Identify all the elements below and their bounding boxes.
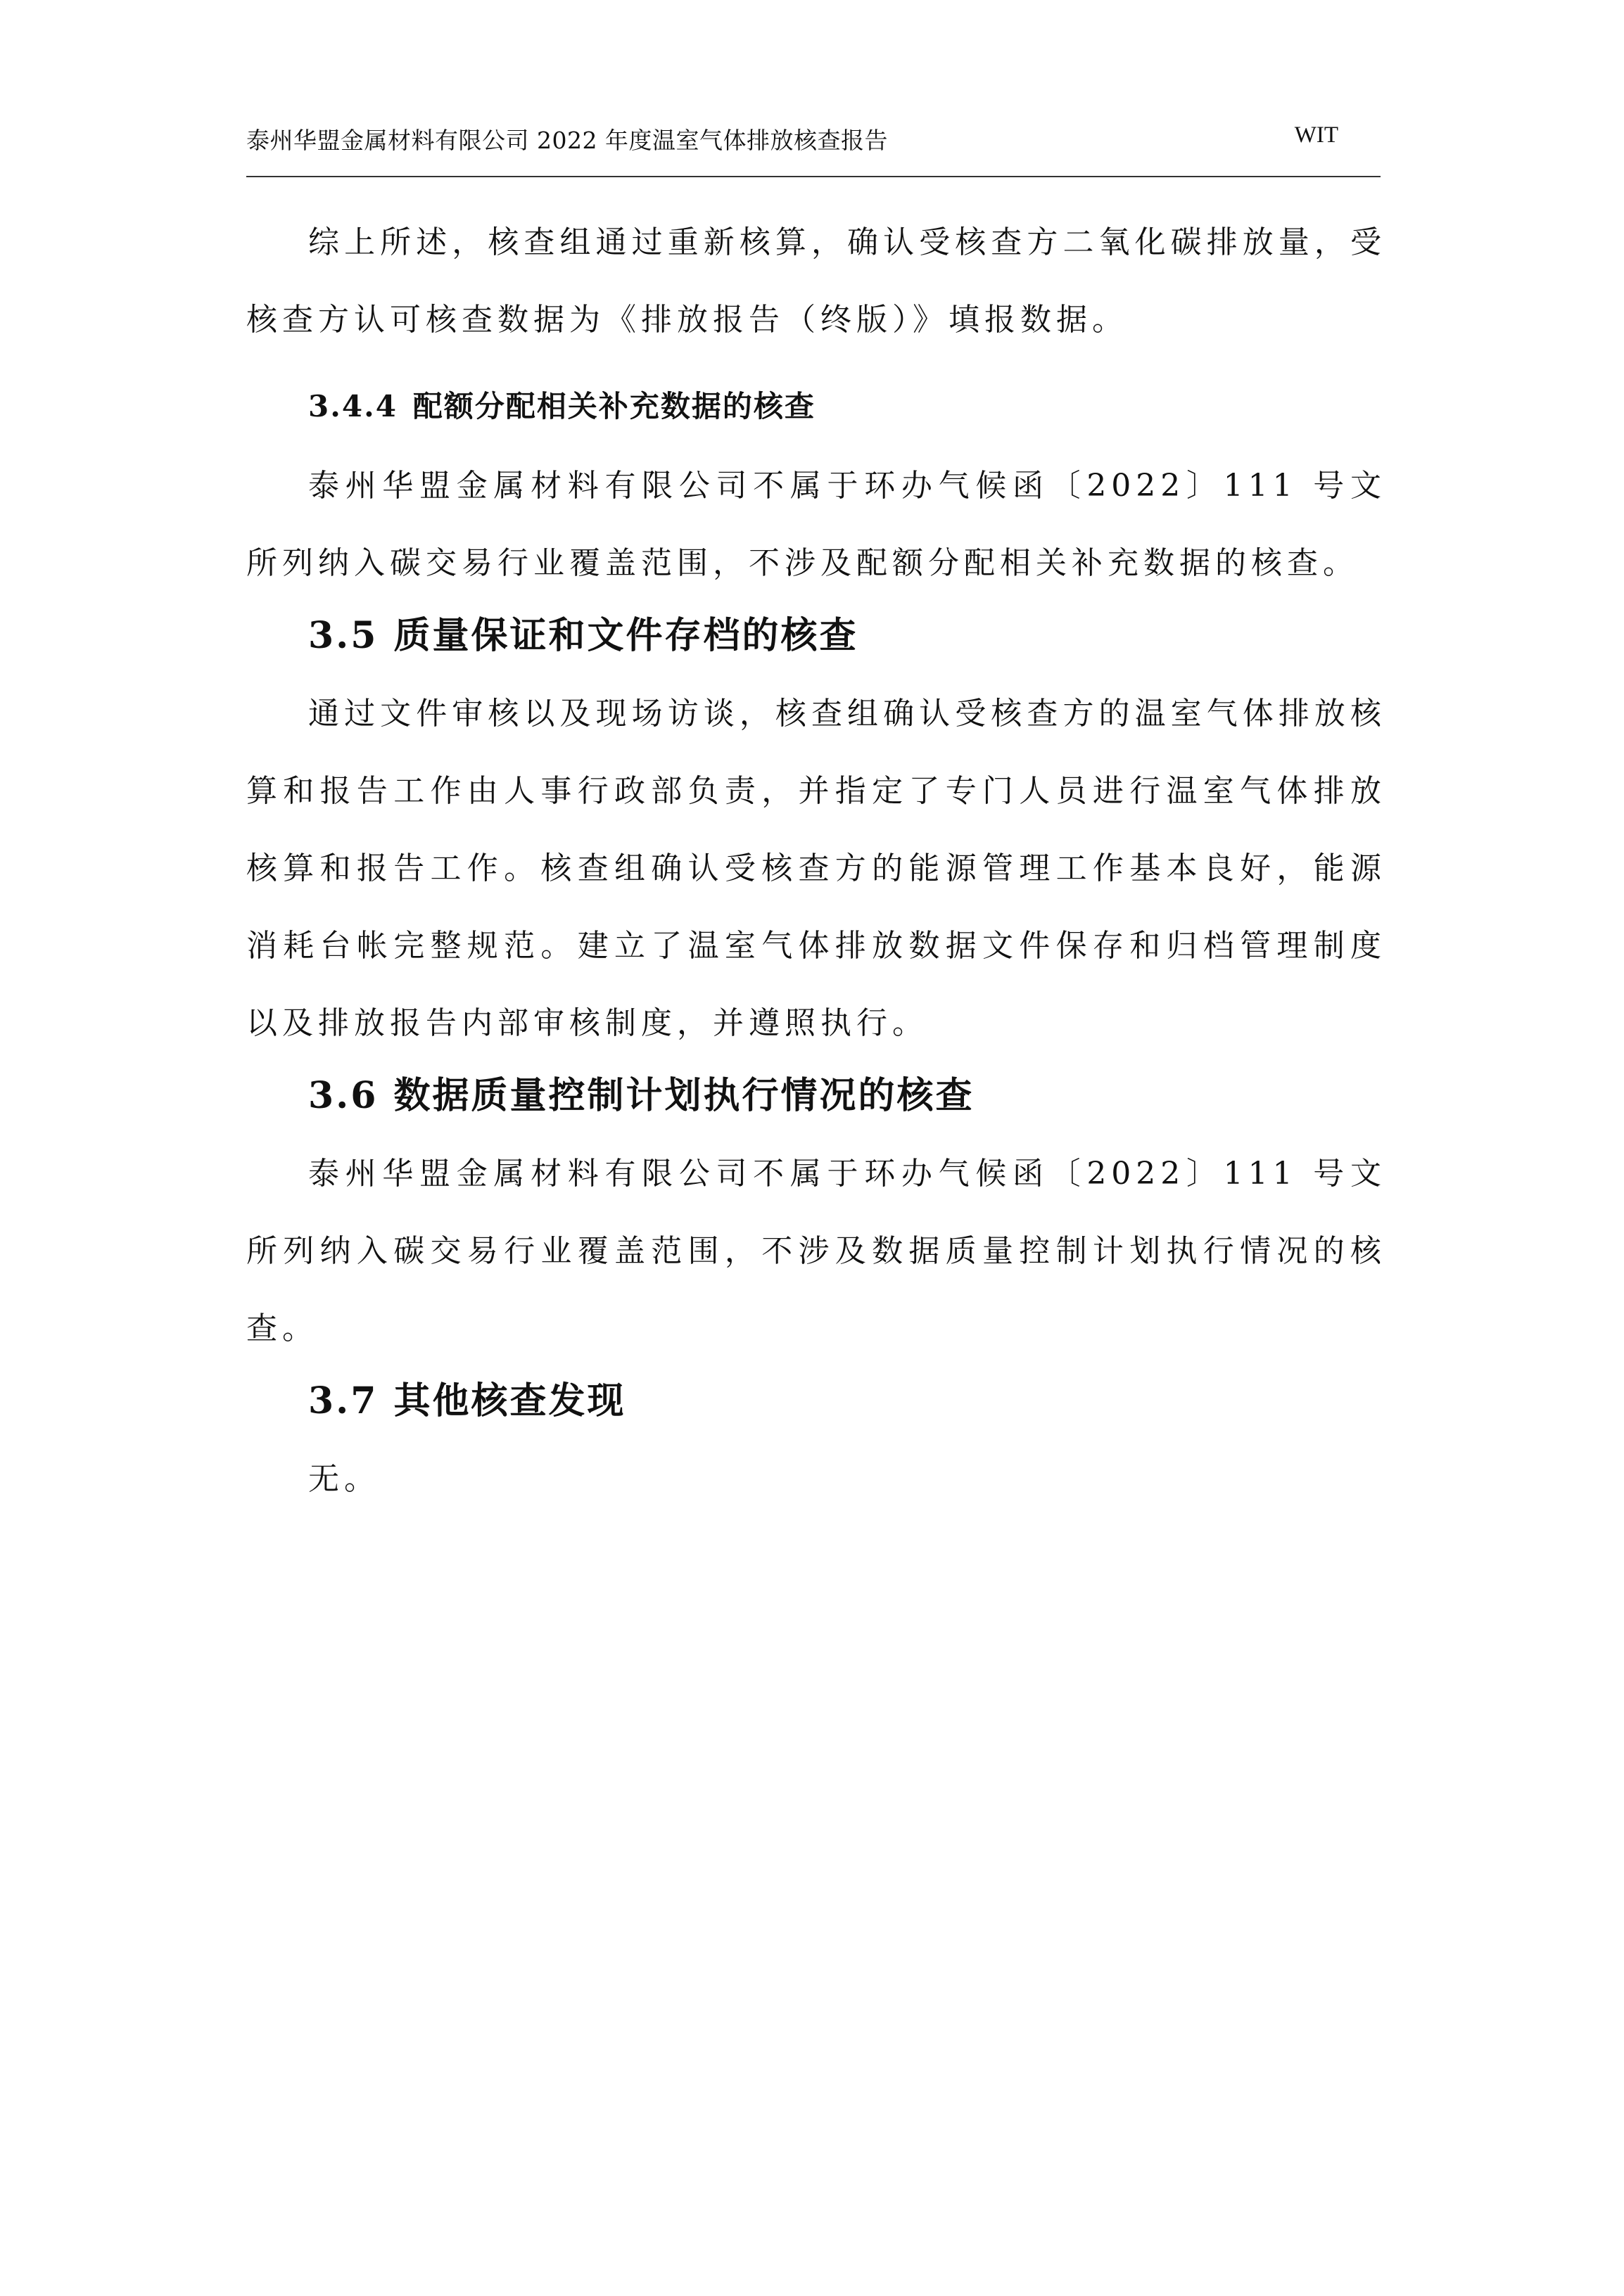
section-paragraph-3-5: 通过文件审核以及现场访谈，核查组确认受核查方的温室气体排放核算和报告工作由人事行政部负责，并指定了专门人员进行温室气体排放核算和报告工作。核查组确认受核查方的能源管理工作基本良好，能源消耗台帐完整规范。建立了温室气体排放数据文件保存和归档管理制度以及排放报告内部审核制度，并遵照执行。 (246, 696, 1386, 1041)
section-heading-3-5 (246, 606, 1386, 665)
page-content (246, 204, 1386, 1518)
header-logo-text: WIT (1294, 122, 1338, 148)
section-number: 3.4.4 (308, 389, 398, 423)
page-header (246, 117, 1381, 177)
section-number: 3.6 (308, 1074, 379, 1117)
header-title: 泰州华盟金属材料有限公司 2022 年度温室气体排放核查报告 (246, 127, 888, 154)
section-paragraph-3-6: 泰州华盟金属材料有限公司不属于环办气候函〔2022〕111 号文所列纳入碳交易行业覆盖范围，不涉及数据质量控制计划执行情况的核查。 (246, 1156, 1386, 1346)
section-title: 质量保证和文件存档的核查 (393, 614, 858, 657)
summary-paragraph: 综上所述，核查组通过重新核算，确认受核查方二氧化碳排放量，受核查方认可核查数据为《排放报告（终版）》填报数据。 (246, 224, 1386, 338)
section-heading-3-7 (246, 1372, 1386, 1431)
section-paragraph-3-7: 无。 (308, 1461, 380, 1497)
section-number: 3.7 (308, 1379, 379, 1422)
section-paragraph-3-4-4: 泰州华盟金属材料有限公司不属于环办气候函〔2022〕111 号文所列纳入碳交易行业覆盖范围，不涉及配额分配相关补充数据的核查。 (246, 468, 1386, 581)
section-title: 数据质量控制计划执行情况的核查 (393, 1074, 975, 1117)
section-heading-3-4-4 (246, 381, 1386, 432)
section-title: 配额分配相关补充数据的核查 (412, 389, 816, 423)
section-number: 3.5 (308, 614, 379, 657)
section-heading-3-6 (246, 1066, 1386, 1125)
section-title: 其他核查发现 (393, 1379, 626, 1422)
